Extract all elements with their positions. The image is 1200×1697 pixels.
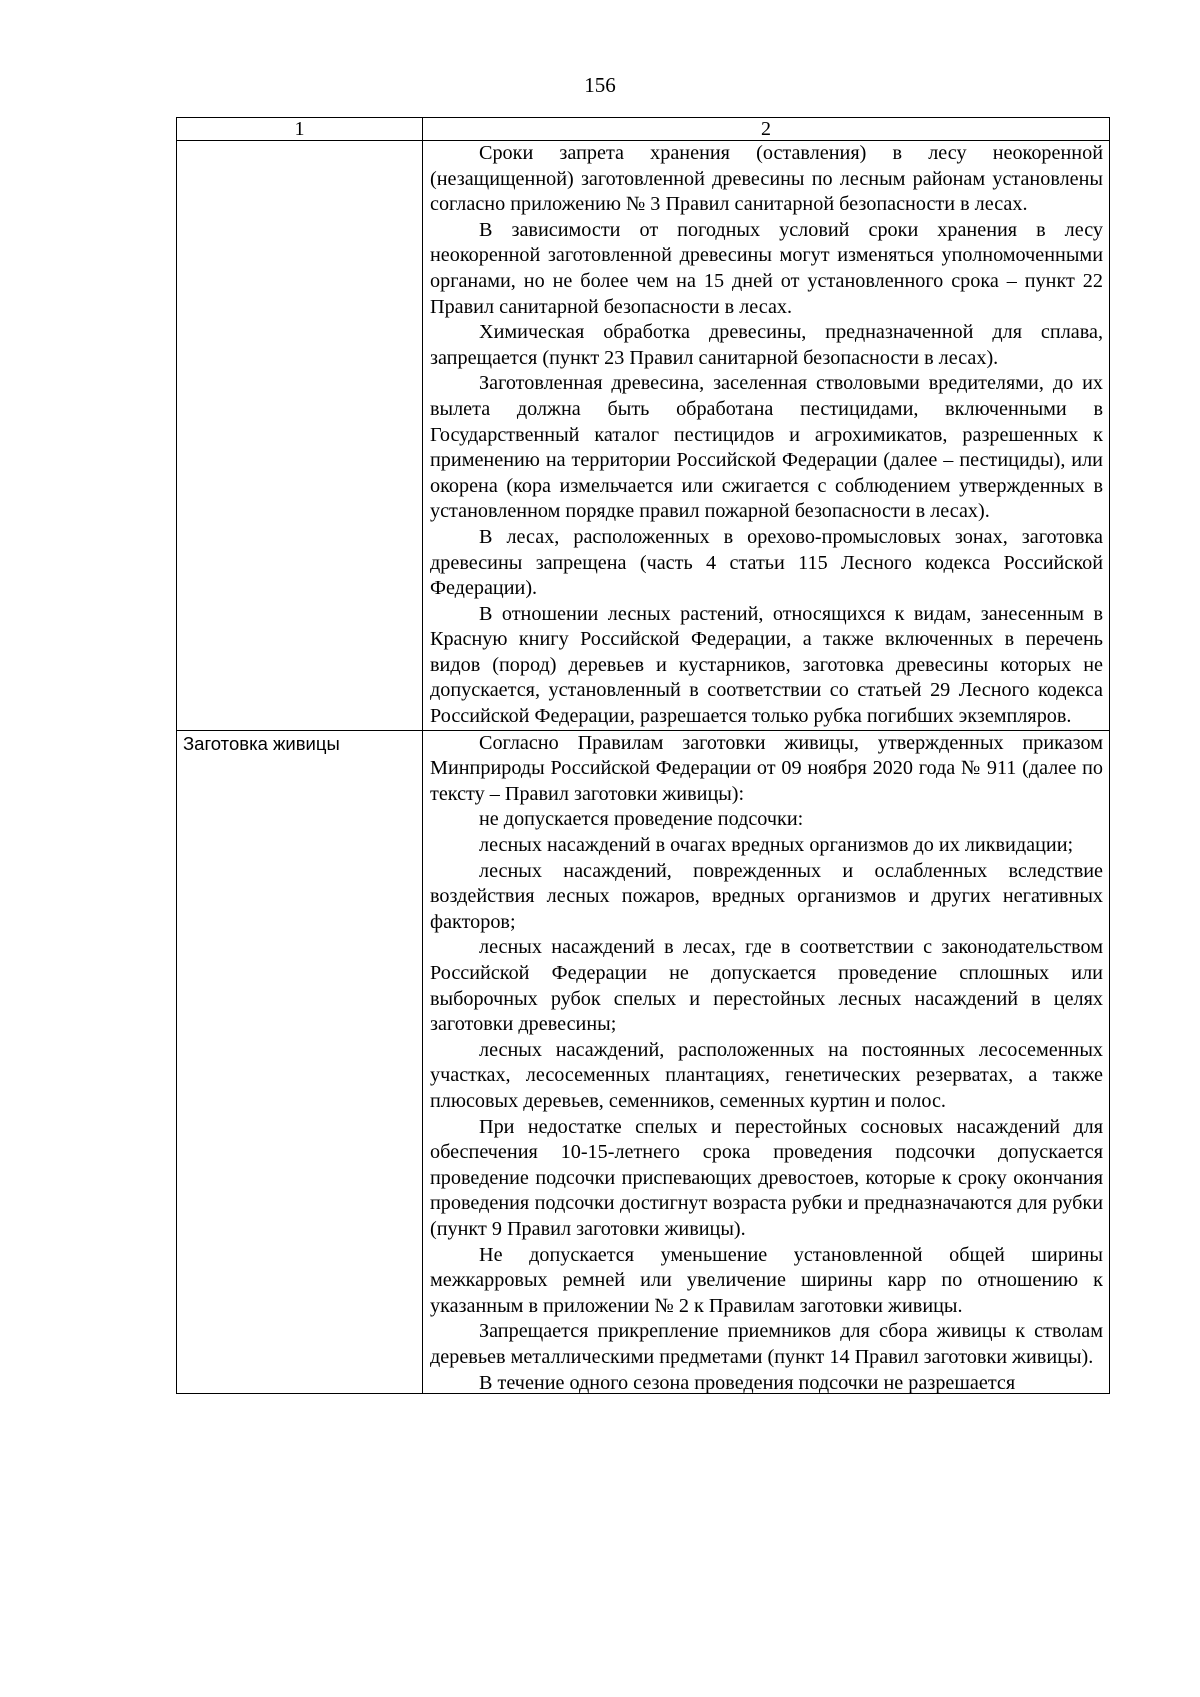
table-header-row: [177, 118, 1110, 141]
row-content: [423, 730, 1110, 1393]
paragraph: лесных насаждений, поврежденных и ослабленных вследствие воздействия лесных пожаров, вредных организмов и других негативных факторов;: [430, 859, 1103, 933]
paragraph: В зависимости от погодных условий сроки хранения в лесу неокоренной заготовленной древесины могут изменяться уполномоченными органами, но не более чем на 15 дней от установленного срока – пункт 22 Правил санитарной безопасности в лесах.: [430, 218, 1103, 318]
paragraph: Согласно Правилам заготовки живицы, утвержденных приказом Минприроды Российской Федерации от 09 ноября 2020 года № 911 (далее по тексту – Правил заготовки живицы):: [430, 731, 1103, 805]
page-number: 156: [584, 73, 616, 97]
paragraph: лесных насаждений, расположенных на постоянных лесосеменных участках, лесосеменных плантациях, генетических резерватах, а также плюсовых деревьев, семенников, семенных куртин и полос.: [430, 1038, 1103, 1112]
paragraph: При недостатке спелых и перестойных сосновых насаждений для обеспечения 10-15-летнего срока проведения подсочки допускается проведение подсочки приспевающих древостоев, которые к сроку окончания проведения подсочки достигнут возраста рубки и предназначаются для рубки (пункт 9 Правил заготовки живицы).: [430, 1115, 1103, 1240]
paragraph: Запрещается прикрепление приемников для сбора живицы к стволам деревьев металлическими предметами (пункт 14 Правил заготовки живицы).: [430, 1320, 1103, 1368]
paragraph: лесных насаждений в лесах, где в соответствии с законодательством Российской Федерации не допускается проведение сплошных или выборочных рубок спелых и перестойных лесных насаждений в целях заготовки древесины;: [430, 936, 1103, 1036]
paragraph: Сроки запрета хранения (оставления) в лесу неокоренной (незащищенной) заготовленной древесины по лесным районам установлены согласно приложению № 3 Правил санитарной безопасности в лесах.: [430, 142, 1103, 216]
table-row: [177, 141, 1110, 731]
row-label: Заготовка живицы: [177, 730, 423, 1393]
paragraph: Не допускается уменьшение установленной общей ширины межкарровых ремней или увеличение ширины карр по отношению к указанным в приложении № 2 к Правилам заготовки живицы.: [430, 1243, 1103, 1317]
paragraph: Химическая обработка древесины, предназначенной для сплава, запрещается (пункт 23 Правил санитарной безопасности в лесах).: [430, 321, 1103, 369]
paragraph: Заготовленная древесина, заселенная стволовыми вредителями, до их вылета должна быть обработана пестицидами, включенными в Государственный каталог пестицидов и агрохимикатов, разрешенных к применению на территории Российской Федерации (далее – пестициды), или окорена (кора измельчается или сжигается с соблюдением утвержденных в установленном порядке правил пожарной безопасности в лесах).: [430, 372, 1103, 523]
table-row: [177, 730, 1110, 1393]
header-col-1: 1: [177, 118, 423, 141]
row-content: [423, 141, 1110, 731]
paragraph: не допускается проведение подсочки:: [479, 808, 804, 831]
paragraph: В отношении лесных растений, относящихся к видам, занесенным в Красную книгу Российской Федерации, а также включенных в перечень видов (пород) деревьев и кустарников, заготовка древесины которых не допускается, установленный в соответствии со статьей 29 Лесного кодекса Российской Федерации, разрешается только рубка погибших экземпляров.: [430, 602, 1103, 728]
content-table: [176, 117, 1110, 1394]
paragraph: В лесах, расположенных в орехово-промысловых зонах, заготовка древесины запрещена (часть 4 статьи 115 Лесного кодекса Российской Федерации).: [430, 525, 1103, 600]
header-col-2: 2: [423, 118, 1110, 141]
paragraph: В течение одного сезона проведения подсочки не разрешается: [479, 1371, 1016, 1393]
paragraph: лесных насаждений в очагах вредных организмов до их ликвидации;: [479, 834, 1074, 857]
row-label: [177, 141, 423, 731]
